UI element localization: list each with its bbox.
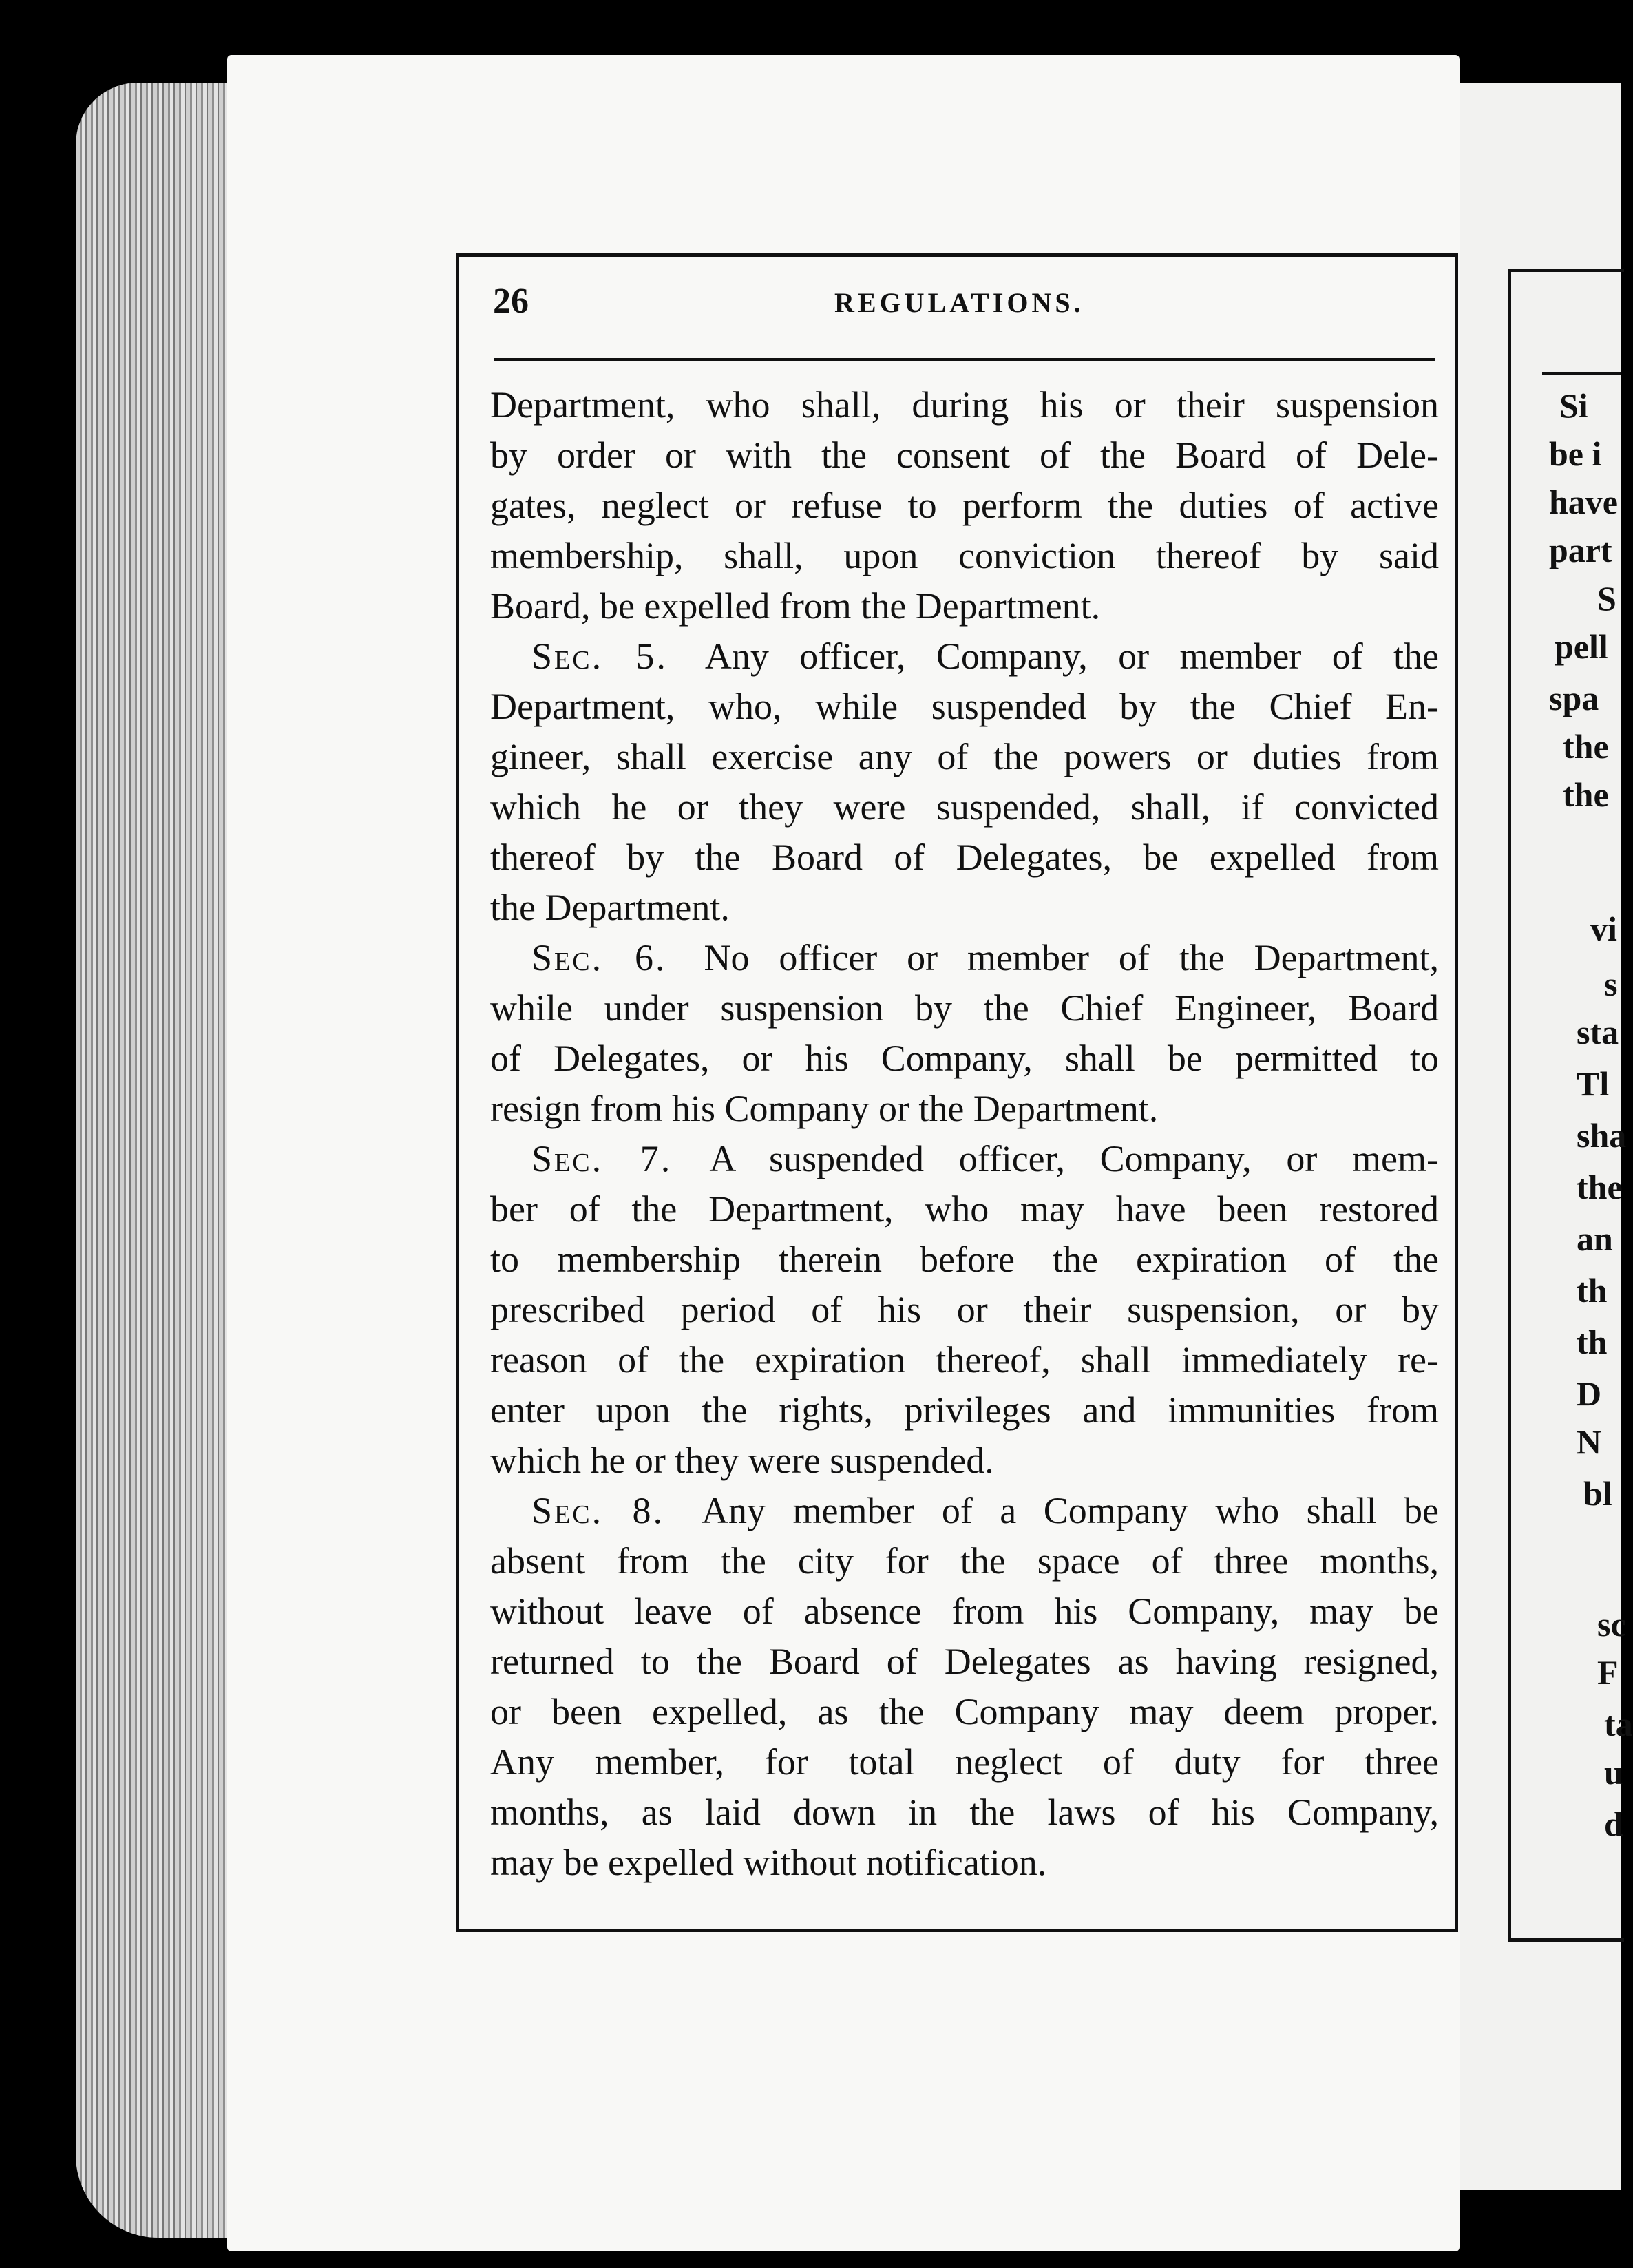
line-text: gineer, shall exercise any of the powers or duties from (490, 736, 1439, 777)
line-text: without leave of absence from his Company, may be (490, 1590, 1439, 1632)
text-line (490, 732, 1439, 782)
text-line (490, 481, 1439, 531)
facing-page-fragment: an (1577, 1219, 1613, 1258)
text-line (490, 1737, 1439, 1787)
line-text: to membership therein before the expiration of the (490, 1239, 1439, 1280)
facing-page-fragment: S (1597, 579, 1616, 618)
text-line (490, 1586, 1439, 1637)
line-text: returned to the Board of Delegates as having resigned, (490, 1641, 1439, 1682)
text-line (490, 430, 1439, 481)
text-line (490, 1285, 1439, 1335)
facing-page-fragment: sc (1597, 1605, 1626, 1644)
facing-page-fragment: bl (1583, 1474, 1612, 1513)
section-label: Sec. 5. (531, 636, 668, 677)
line-text: thereof by the Board of Delegates, be expelled from (490, 837, 1439, 878)
facing-page-fragment: the (1563, 727, 1609, 766)
line-text: which he or they were suspended, shall, if convicted (490, 786, 1439, 828)
text-line (490, 1536, 1439, 1586)
line-text: Any officer, Company, or member of the (704, 636, 1439, 677)
line-text: A suspended officer, Company, or mem- (709, 1138, 1440, 1179)
text-line (490, 1687, 1439, 1737)
text-line (490, 1486, 1439, 1536)
text-line (490, 1184, 1439, 1235)
line-text: membership, shall, upon conviction thereof by said (490, 535, 1439, 576)
facing-page-fragment: the (1577, 1168, 1623, 1206)
header-rule (494, 358, 1435, 361)
section-label: Sec. 6. (531, 937, 667, 978)
facing-page-fragment: the (1563, 775, 1609, 814)
text-line (490, 1084, 1439, 1134)
line-text: resign from his Company or the Department. (490, 1088, 1159, 1129)
book-page-edges (76, 83, 248, 2238)
line-text: No officer or member of the Department, (704, 937, 1439, 978)
facing-page-fragment: D (1577, 1374, 1602, 1413)
facing-page-fragment: u (1604, 1753, 1623, 1792)
line-text: months, as laid down in the laws of his Company, (490, 1792, 1439, 1833)
line-text: of Delegates, or his Company, shall be permitted to (490, 1038, 1439, 1079)
line-text: enter upon the rights, privileges and immunities from (490, 1389, 1439, 1431)
text-line (490, 631, 1439, 682)
facing-page-fragment: part (1549, 531, 1612, 569)
facing-page-fragment: N (1577, 1422, 1602, 1461)
text-line (490, 1033, 1439, 1084)
line-text: Board, be expelled from the Department. (490, 585, 1101, 627)
text-line (490, 531, 1439, 581)
page-header (490, 281, 1440, 329)
facing-page-fragment: sta (1577, 1013, 1619, 1051)
facing-page-fragment: Si (1559, 386, 1588, 425)
line-text: prescribed period of his or their suspension, or by (490, 1289, 1439, 1330)
text-line (490, 1335, 1439, 1385)
page-number: 26 (493, 282, 529, 321)
text-line (490, 1134, 1439, 1184)
line-text: Department, who, while suspended by the Chief En- (490, 686, 1439, 727)
facing-page-fragment: Tl (1577, 1064, 1610, 1103)
text-line (490, 1787, 1439, 1838)
line-text: absent from the city for the space of three months, (490, 1540, 1439, 1582)
text-line (490, 1235, 1439, 1285)
line-text: may be expelled without notification. (490, 1842, 1047, 1883)
line-text: while under suspension by the Chief Engineer, Board (490, 987, 1439, 1029)
text-line (490, 832, 1439, 883)
line-text: ber of the Department, who may have been restored (490, 1188, 1439, 1230)
line-text: the Department. (490, 887, 730, 928)
facing-page-fragment: th (1577, 1271, 1608, 1310)
facing-page-rule (1542, 372, 1621, 375)
text-line (490, 682, 1439, 732)
text-line (490, 1637, 1439, 1687)
facing-page-fragment: be i (1549, 434, 1602, 473)
text-line (490, 1385, 1439, 1436)
text-line (490, 1838, 1439, 1888)
line-text: which he or they were suspended. (490, 1440, 994, 1481)
facing-page-fragment: vi (1590, 910, 1617, 948)
facing-page-fragment: th (1577, 1323, 1608, 1361)
text-line (490, 933, 1439, 983)
text-line (490, 581, 1439, 631)
facing-page-fragment: d (1604, 1805, 1623, 1843)
text-line (490, 782, 1439, 832)
line-text: Any member of a Company who shall be (702, 1490, 1440, 1531)
facing-page-fragment: ta (1604, 1705, 1633, 1743)
facing-page-fragment: spa (1549, 679, 1599, 717)
line-text: Any member, for total neglect of duty for three (490, 1741, 1439, 1783)
line-text: reason of the expiration thereof, shall immediately re- (490, 1339, 1439, 1380)
text-line (490, 1436, 1439, 1486)
facing-page-fragment: pell (1555, 627, 1608, 666)
text-line (490, 380, 1439, 430)
body-text (490, 380, 1439, 1888)
line-text: gates, neglect or refuse to perform the duties of active (490, 485, 1439, 526)
line-text: or been expelled, as the Company may deem proper. (490, 1691, 1439, 1732)
facing-page-fragment: s (1604, 965, 1618, 1003)
section-label: Sec. 7. (531, 1138, 673, 1179)
line-text: by order or with the consent of the Board of Dele- (490, 434, 1439, 476)
facing-page-fragment: have (1549, 483, 1618, 521)
text-line (490, 983, 1439, 1033)
section-label: Sec. 8. (531, 1490, 665, 1531)
text-line (490, 883, 1439, 933)
line-text: Department, who shall, during his or their suspension (490, 384, 1439, 426)
running-head: REGULATIONS. (834, 287, 1084, 318)
facing-page-fragment: F (1597, 1653, 1619, 1692)
facing-page-fragment: sha (1577, 1116, 1627, 1155)
